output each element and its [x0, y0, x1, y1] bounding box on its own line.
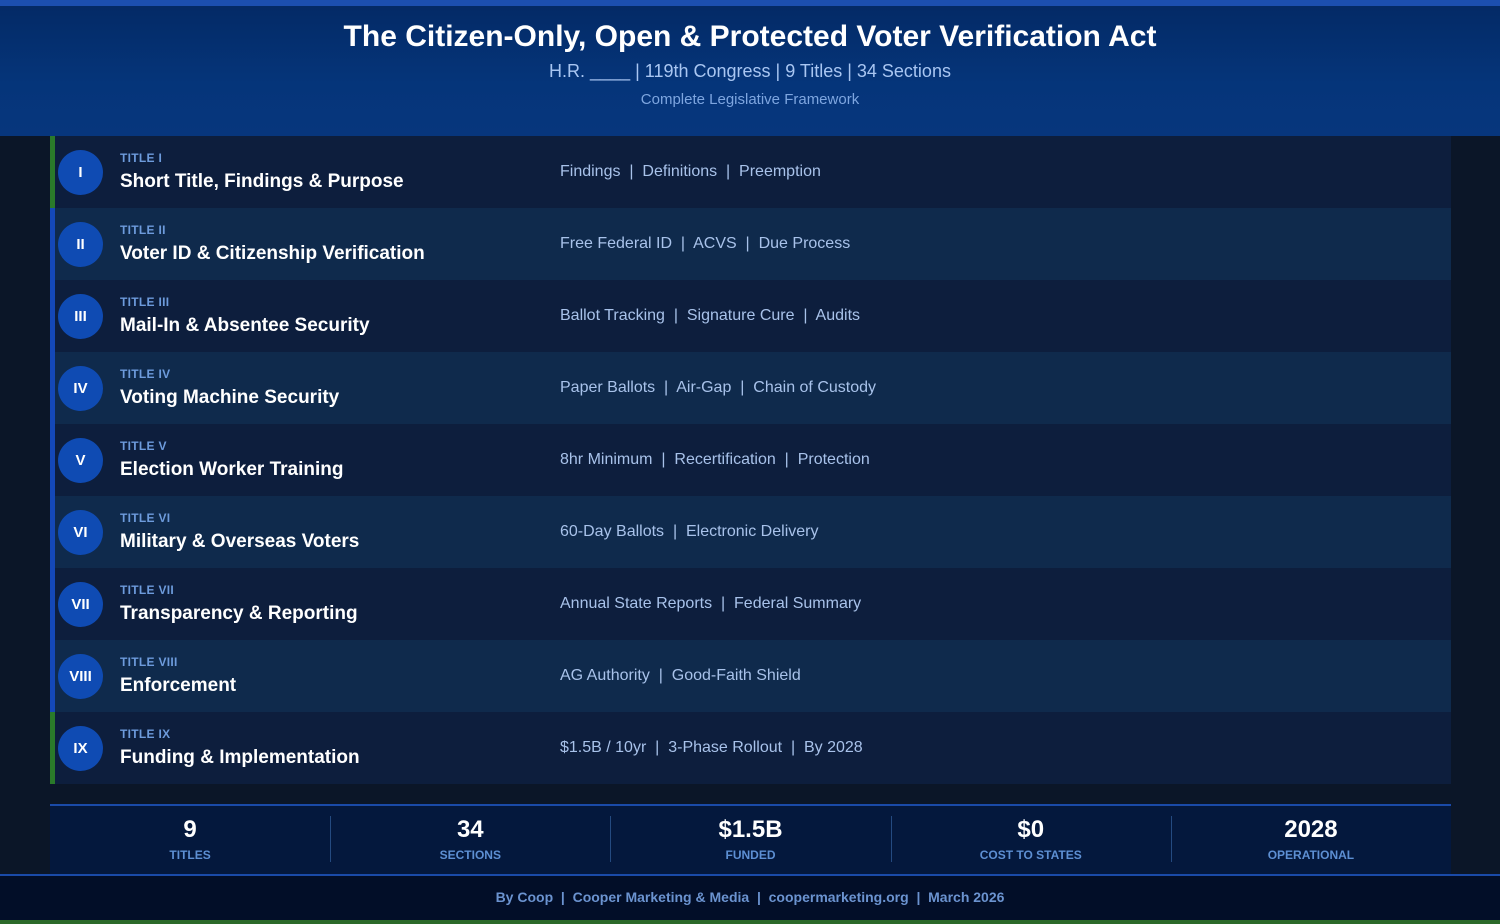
title-numeral-badge: I	[58, 150, 103, 195]
title-kicker: TITLE V	[120, 439, 167, 453]
title-name: Voting Machine Security	[120, 387, 340, 408]
title-kicker: TITLE IV	[120, 367, 171, 381]
title-row-9	[50, 712, 1451, 784]
title-kicker: TITLE VI	[120, 511, 171, 525]
title-name: Short Title, Findings & Purpose	[120, 171, 404, 192]
title-numeral-badge: IV	[58, 366, 103, 411]
title-name: Enforcement	[120, 675, 237, 696]
title-name: Election Worker Training	[120, 459, 344, 480]
title-kicker: TITLE II	[120, 223, 166, 237]
stat-value: $1.5B	[718, 816, 783, 843]
title-details: $1.5B / 10yr | 3-Phase Rollout | By 2028	[560, 739, 863, 756]
title-numeral-badge: II	[58, 222, 103, 267]
title-details: Paper Ballots | Air-Gap | Chain of Custody	[560, 379, 877, 396]
page-subtitle: H.R. ____ | 119th Congress | 9 Titles | 34 Sections	[549, 61, 951, 81]
title-details: 8hr Minimum | Recertification | Protection	[560, 451, 870, 468]
title-row-6	[50, 496, 1451, 568]
title-numeral-badge: VII	[58, 582, 103, 627]
page-title: The Citizen-Only, Open & Protected Voter Verification Act	[343, 20, 1157, 53]
title-name: Military & Overseas Voters	[120, 531, 360, 552]
title-name: Mail-In & Absentee Security	[120, 315, 370, 336]
stat-value: 2028	[1284, 816, 1338, 843]
title-kicker: TITLE III	[120, 295, 170, 309]
stat-value: 34	[456, 816, 484, 843]
title-numeral-badge: V	[58, 438, 103, 483]
title-details: Findings | Definitions | Preemption	[560, 163, 821, 180]
title-row-3	[50, 280, 1451, 352]
title-numeral-badge: III	[58, 294, 103, 339]
stat-label: OPERATIONAL	[1267, 848, 1355, 862]
title-details: Free Federal ID | ACVS | Due Process	[560, 235, 851, 252]
title-details: Annual State Reports | Federal Summary	[560, 595, 862, 612]
title-details: 60-Day Ballots | Electronic Delivery	[560, 523, 819, 540]
title-kicker: TITLE VIII	[120, 655, 178, 669]
stat-value: $0	[1017, 816, 1045, 843]
stat-label: SECTIONS	[439, 848, 501, 862]
title-details: AG Authority | Good-Faith Shield	[560, 667, 801, 684]
title-name: Voter ID & Citizenship Verification	[120, 243, 425, 264]
bottom-accent-bar	[0, 920, 1500, 924]
stat-operational	[1171, 806, 1451, 874]
title-numeral-badge: VI	[58, 510, 103, 555]
page-header	[0, 6, 1500, 136]
titles-list	[50, 136, 1451, 784]
title-kicker: TITLE I	[120, 151, 163, 165]
title-kicker: TITLE VII	[120, 583, 175, 597]
title-numeral-badge: IX	[58, 726, 103, 771]
stats-bar	[50, 804, 1451, 874]
stat-sections	[330, 806, 610, 874]
title-row-7	[50, 568, 1451, 640]
stat-value: 9	[183, 816, 197, 843]
title-name: Funding & Implementation	[120, 747, 360, 768]
stat-label: COST TO STATES	[979, 848, 1082, 862]
title-row-2	[50, 208, 1451, 280]
title-row-4	[50, 352, 1451, 424]
page-footer	[0, 874, 1500, 920]
footer-credits: By Coop | Cooper Marketing & Media | coopermarketing.org | March 2026	[495, 889, 1005, 905]
title-kicker: TITLE IX	[120, 727, 171, 741]
title-details: Ballot Tracking | Signature Cure | Audits	[560, 307, 861, 324]
title-name: Transparency & Reporting	[120, 603, 358, 624]
page-tagline: Complete Legislative Framework	[640, 91, 860, 108]
stat-label: FUNDED	[725, 848, 776, 862]
stat-titles	[50, 806, 330, 874]
stat-cost-to-states	[891, 806, 1171, 874]
stat-funded	[610, 806, 890, 874]
title-row-5	[50, 424, 1451, 496]
stat-label: TITLES	[169, 848, 211, 862]
title-numeral-badge: VIII	[58, 654, 103, 699]
title-row-8	[50, 640, 1451, 712]
title-row-1	[50, 136, 1451, 208]
